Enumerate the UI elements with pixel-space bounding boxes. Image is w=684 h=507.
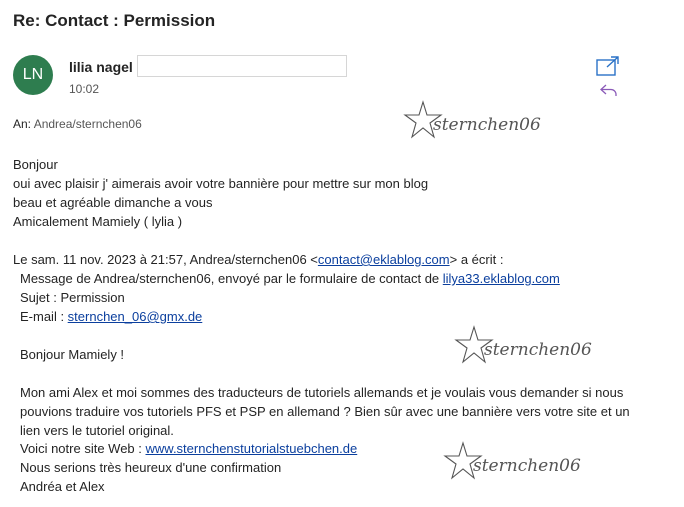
quote-header-suffix: > a écrit :: [449, 252, 504, 267]
quoted-email-link[interactable]: sternchen_06@gmx.de: [67, 309, 203, 324]
watermark-text: sternchen06: [433, 115, 541, 135]
watermark-star-logo: [403, 100, 541, 144]
watermark-star-logo: [443, 441, 581, 485]
sender-name[interactable]: lilia nagel: [69, 59, 133, 75]
quote-header-prefix: Le sam. 11 nov. 2023 à 21:57, Andrea/sternchen06 <: [13, 252, 318, 267]
watermark-text: sternchen06: [473, 456, 581, 476]
received-time: 10:02: [69, 82, 100, 96]
quote-header-email-link[interactable]: contact@eklablog.com: [317, 252, 450, 267]
quoted-greeting: Bonjour Mamiely !: [20, 347, 125, 362]
watermark-star-logo: [454, 325, 592, 369]
sender-avatar[interactable]: LN: [13, 55, 53, 95]
quoted-site-label: Voici notre site Web :: [20, 441, 146, 456]
recipient-label: An:: [13, 117, 32, 131]
quoted-form-line-text: Message de Andrea/sternchen06, envoyé par le formulaire de contact de: [20, 271, 443, 286]
reply-line: Amicalement Mamiely ( lylia ): [13, 214, 183, 229]
quoted-closing-line: Nous serions très heureux d'une confirmation: [20, 460, 282, 475]
email-subject: Re: Contact : Permission: [13, 11, 216, 30]
quoted-signature: Andréa et Alex: [20, 479, 105, 494]
recipient-value[interactable]: Andrea/sternchen06: [33, 117, 142, 131]
reply-line: oui avec plaisir j' aimerais avoir votre bannière pour mettre sur mon blog: [13, 176, 429, 191]
watermark-text: sternchen06: [484, 340, 592, 360]
reply-icon[interactable]: [599, 82, 619, 98]
quoted-form-line: [20, 271, 560, 286]
quoted-email-line: [20, 309, 202, 324]
reply-line: Bonjour: [13, 157, 58, 172]
quoted-paragraph-line: pouvions traduire vos tutoriels PFS et PSP en allemand ? Bien sûr avec une bannière vers votre site et un: [20, 404, 630, 419]
quoted-subject-line: Sujet : Permission: [20, 290, 125, 305]
quoted-paragraph-line: lien vers le tutoriel original.: [20, 423, 174, 438]
blog-link[interactable]: lilya33.eklablog.com: [442, 271, 560, 286]
quote-header: [13, 252, 503, 267]
quoted-email-label: E-mail :: [20, 309, 68, 324]
quoted-site-line: [20, 441, 357, 456]
website-link[interactable]: www.sternchenstutorialstuebchen.de: [145, 441, 358, 456]
quoted-paragraph-line: Mon ami Alex et moi sommes des traducteurs de tutoriels allemands et je voulais vous demander si nous: [20, 385, 624, 400]
recipient-line: [13, 117, 142, 131]
reply-line: beau et agréable dimanche a vous: [13, 195, 213, 210]
open-in-new-window-icon[interactable]: [596, 55, 620, 77]
sender-address-redacted: [137, 55, 347, 77]
